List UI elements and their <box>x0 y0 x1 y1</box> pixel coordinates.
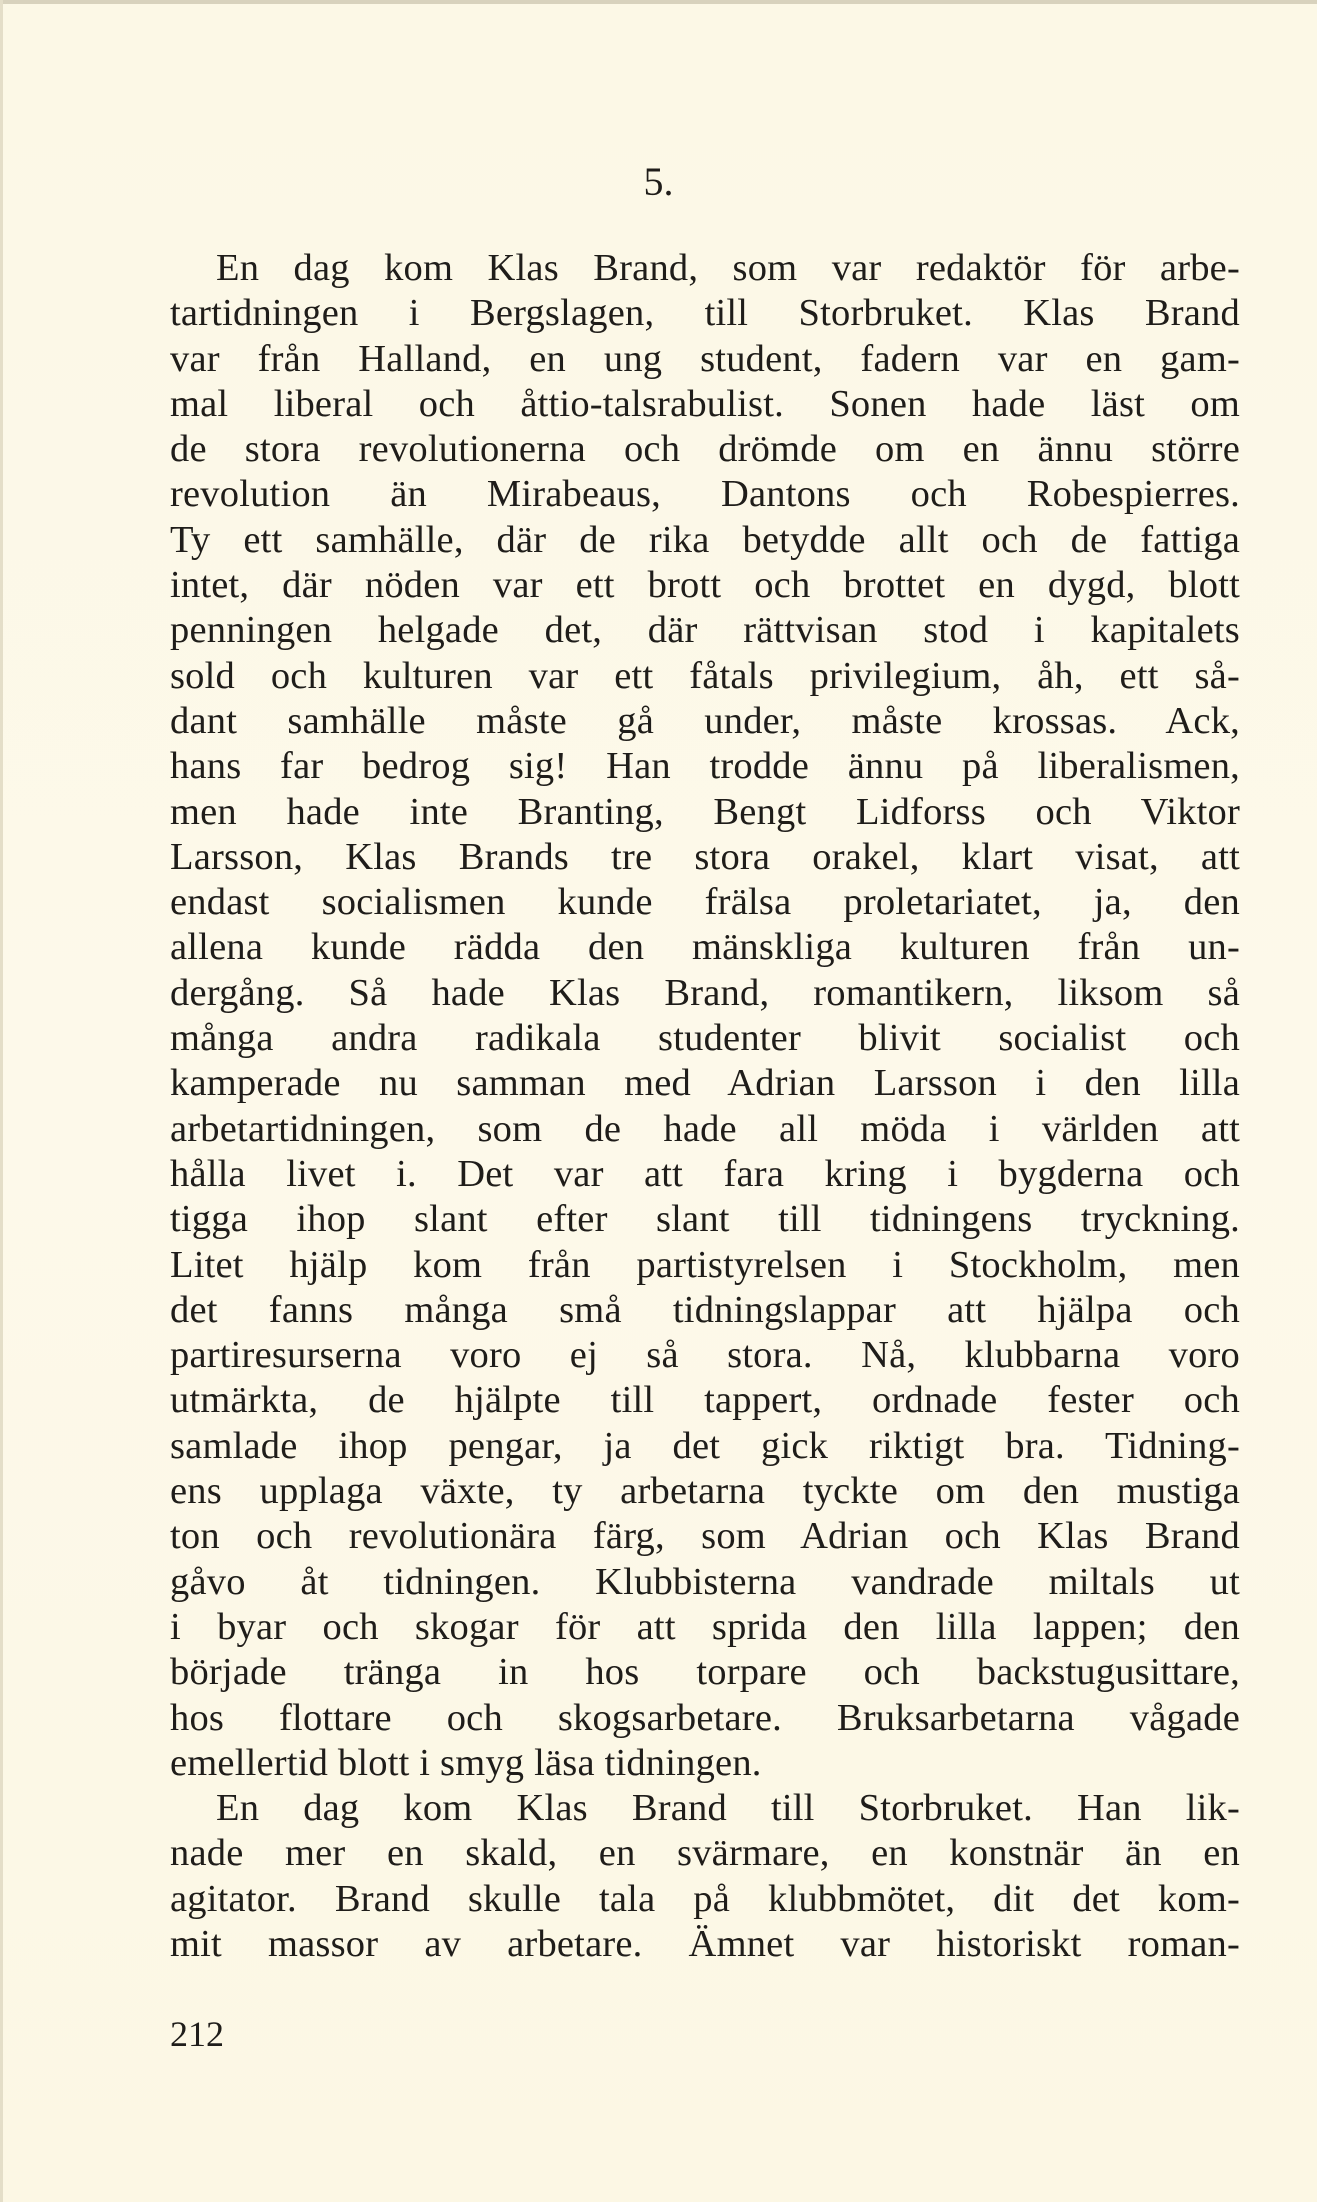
text-line: Larsson, Klas Brands tre stora orakel, klart visat, att <box>170 835 1240 878</box>
text-line: hos flottare och skogsarbetare. Bruksarbetarna vågade <box>170 1696 1240 1739</box>
page-number: 212 <box>170 2014 224 2054</box>
text-line: tartidningen i Bergslagen, till Storbruket. Klas Brand <box>170 292 1240 335</box>
text-line: började tränga in hos torpare och backstugusittare, <box>170 1651 1240 1694</box>
text-line: gåvo åt tidningen. Klubbisterna vandrade miltals ut <box>170 1560 1240 1603</box>
text-line: partiresurserna voro ej så stora. Nå, klubbarna voro <box>170 1334 1240 1377</box>
text-line: de stora revolutionerna och drömde om en ännu större <box>170 428 1240 471</box>
text-line: men hade inte Branting, Bengt Lidforss och Viktor <box>170 790 1240 833</box>
text-line: tigga ihop slant efter slant till tidningens tryckning. <box>170 1198 1240 1241</box>
page-left-edge <box>0 0 3 2202</box>
text-line: samlade ihop pengar, ja det gick riktigt bra. Tidning- <box>170 1424 1240 1467</box>
text-line: endast socialismen kunde frälsa proletariatet, ja, den <box>170 881 1240 924</box>
text-line: arbetartidningen, som de hade all möda i världen att <box>170 1107 1240 1150</box>
text-line: agitator. Brand skulle tala på klubbmötet, dit det kom- <box>170 1877 1240 1920</box>
text-line: mal liberal och åttio-talsrabulist. Sonen hade läst om <box>170 382 1240 425</box>
text-line: många andra radikala studenter blivit socialist och <box>170 1017 1240 1060</box>
text-line: Ty ett samhälle, där de rika betydde allt och de fattiga <box>170 518 1240 561</box>
text-line: ens upplaga växte, ty arbetarna tyckte om den mustiga <box>170 1470 1240 1513</box>
text-line: sold och kulturen var ett fåtals privilegium, åh, ett så- <box>170 654 1240 697</box>
text-line: hålla livet i. Det var att fara kring i bygderna och <box>170 1152 1240 1195</box>
text-line: allena kunde rädda den mänskliga kulturen från un- <box>170 926 1240 969</box>
text-line: Litet hjälp kom från partistyrelsen i Stockholm, men <box>170 1243 1240 1286</box>
body-text <box>170 246 1240 1967</box>
text-line: penningen helgade det, där rättvisan stod i kapitalets <box>170 609 1240 652</box>
text-line: ton och revolutionära färg, som Adrian och Klas Brand <box>170 1515 1240 1558</box>
text-line: emellertid blott i smyg läsa tidningen. <box>170 1741 762 1784</box>
text-line: mit massor av arbetare. Ämnet var historiskt roman- <box>170 1922 1240 1965</box>
chapter-number: 5. <box>643 159 674 204</box>
text-line: det fanns många små tidningslappar att hjälpa och <box>170 1288 1240 1331</box>
text-line: intet, där nöden var ett brott och brottet en dygd, blott <box>170 564 1240 607</box>
text-line: var från Halland, en ung student, fadern var en gam- <box>170 337 1240 380</box>
text-line: utmärkta, de hjälpte till tappert, ordnade fester och <box>170 1379 1240 1422</box>
text-line: dergång. Så hade Klas Brand, romantikern, liksom så <box>170 971 1240 1014</box>
text-line: nade mer en skald, en svärmare, en konstnär än en <box>170 1832 1240 1875</box>
text-line: revolution än Mirabeaus, Dantons och Robespierres. <box>170 473 1240 516</box>
text-line: hans far bedrog sig! Han trodde ännu på liberalismen, <box>170 745 1240 788</box>
text-line: i byar och skogar för att sprida den lilla lappen; den <box>170 1605 1240 1648</box>
text-line: En dag kom Klas Brand till Storbruket. Han lik- <box>216 1787 1240 1830</box>
page-top-edge <box>0 0 1317 4</box>
text-line: kamperade nu samman med Adrian Larsson i den lilla <box>170 1062 1240 1105</box>
text-line: dant samhälle måste gå under, måste krossas. Ack, <box>170 699 1240 742</box>
text-line: En dag kom Klas Brand, som var redaktör för arbe- <box>216 247 1240 289</box>
